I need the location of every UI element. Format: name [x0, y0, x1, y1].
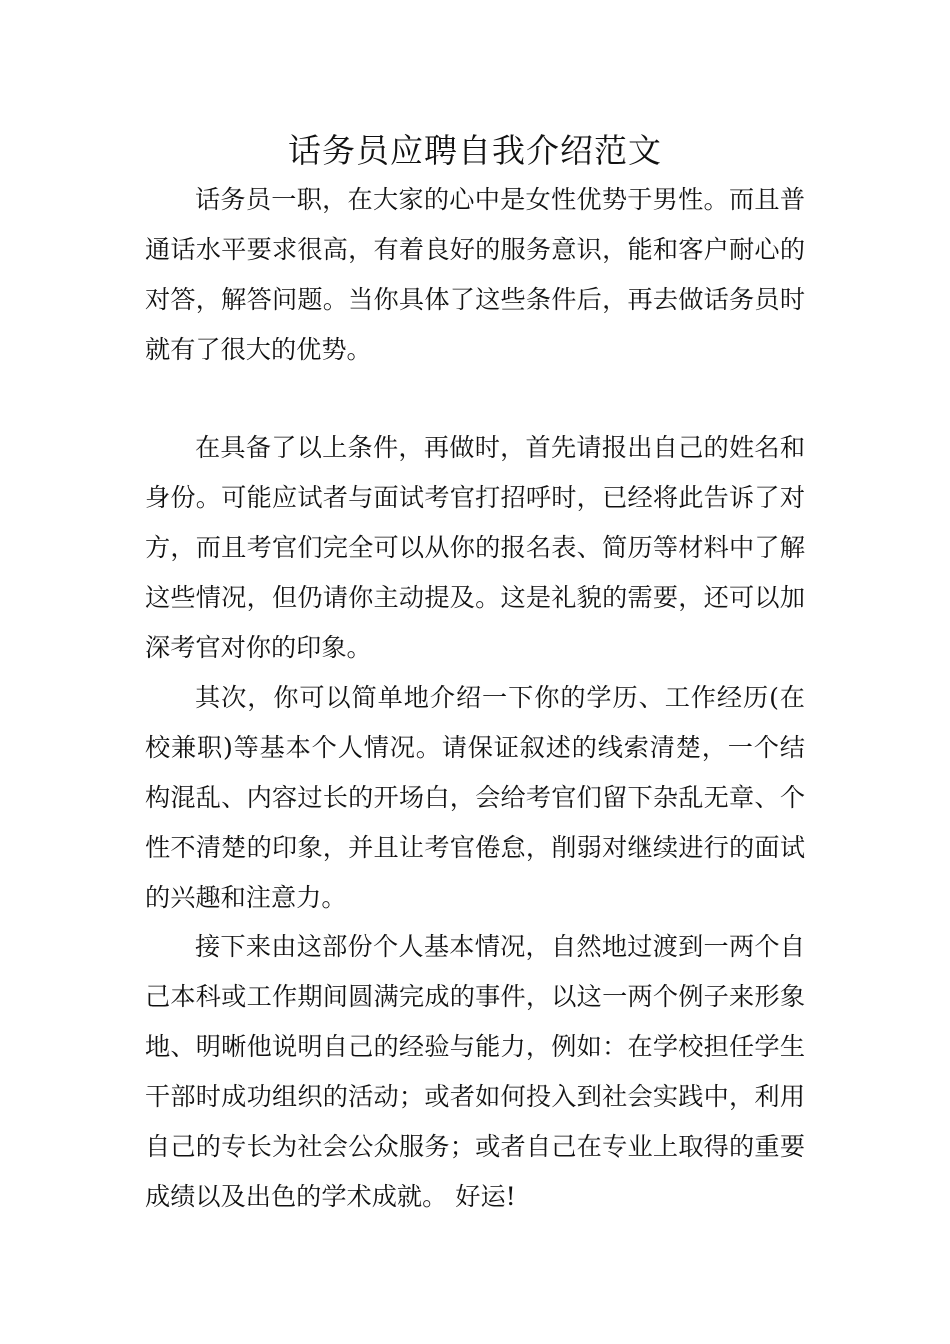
paragraph-name-identity: 在具备了以上条件，再做时，首先请报出自己的姓名和身份。可能应试者与面试考官打招呼时，已经将此告诉了对方，而且考官们完全可以从你的报名表、简历等材料中了解这些情况，但仍请你主动提及。这是礼貌的需要，还可以加深考官对你的印象。: [145, 433, 805, 662]
paragraph-experience: 接下来由这部份个人基本情况，自然地过渡到一两个自己本科或工作期间圆满完成的事件，以这一两个例子来形象地、明晰他说明自己的经验与能力，例如：在学校担任学生干部时成功组织的活动；或者如何投入到社会实践中，利用自己的专长为社会公众服务；或者自己在专业上取得的重要成绩以及出色的学术成就。 好运!: [145, 932, 805, 1211]
paragraph-background: 其次，你可以简单地介绍一下你的学历、工作经历(在校兼职)等基本个人情况。请保证叙述的线索清楚，一个结构混乱、内容过长的开场白，会给考官们留下杂乱无章、个性不清楚的印象，并且让考官倦怠，削弱对继续进行的面试的兴趣和注意力。: [145, 683, 805, 912]
paragraph-intro: 话务员一职，在大家的心中是女性优势于男性。而且普通话水平要求很高，有着良好的服务意识，能和客户耐心的对答，解答问题。当你具体了这些条件后，再去做话务员时就有了很大的优势。: [145, 185, 805, 364]
document-title: 话务员应聘自我介绍范文: [288, 131, 662, 170]
